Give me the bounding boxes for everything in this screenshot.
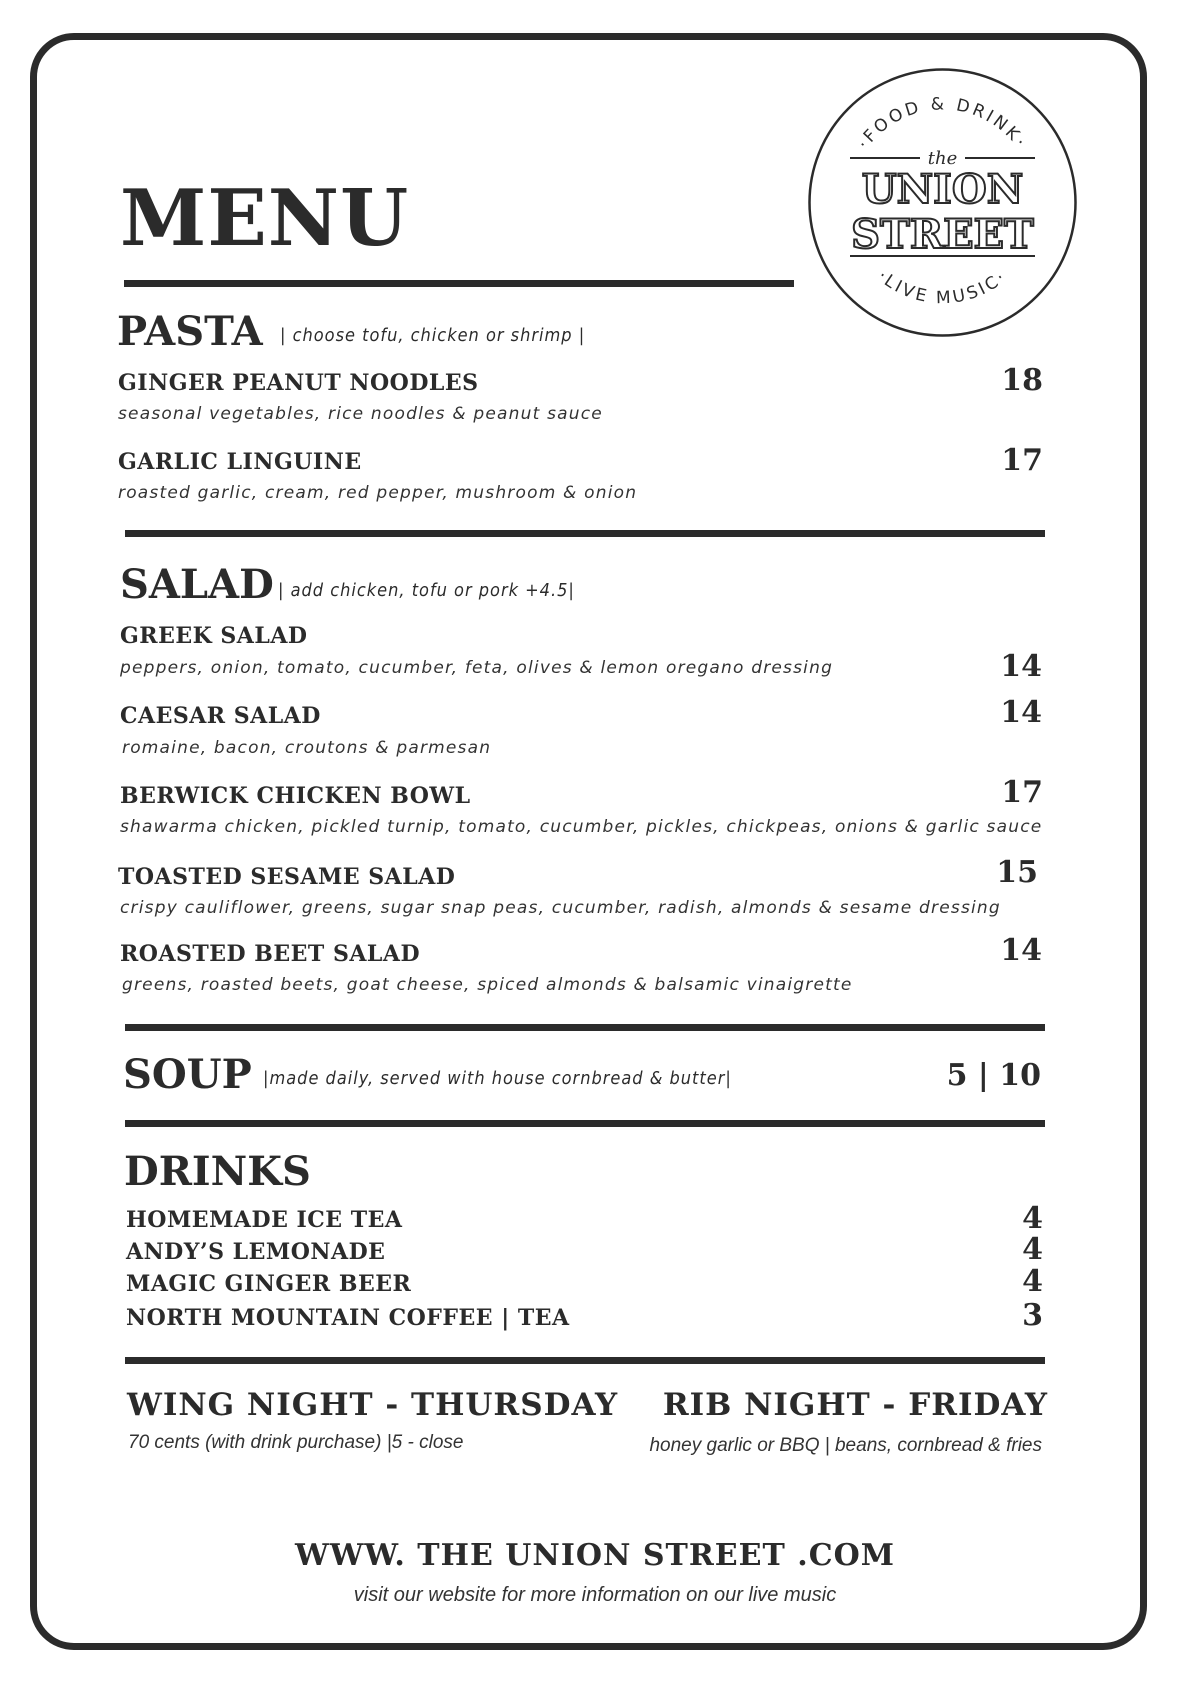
website-url: WWW. THE UNION STREET .COM — [295, 1538, 895, 1573]
drink-item-name: NORTH MOUNTAIN COFFEE | TEA — [126, 1305, 570, 1331]
rib-night-desc: honey garlic or BBQ | beans, cornbread & fries — [649, 1435, 1042, 1456]
salad-note: | add chicken, tofu or pork +4.5| — [278, 580, 575, 601]
menu-title: MENU — [120, 173, 410, 264]
section-heading-pasta: PASTA — [117, 308, 263, 355]
pasta-item-price: 17 — [1001, 443, 1043, 478]
soup-price: 5 | 10 — [946, 1058, 1041, 1093]
section-divider — [125, 1357, 1045, 1364]
section-divider — [125, 530, 1045, 537]
salad-item-desc: crispy cauliflower, greens, sugar snap peas, cucumber, radish, almonds & sesame dressing — [120, 898, 1001, 918]
salad-item-name: CAESAR SALAD — [120, 703, 321, 729]
drink-item-price: 4 — [1022, 1264, 1043, 1299]
section-divider — [125, 1120, 1045, 1127]
drink-item-price: 4 — [1022, 1201, 1043, 1236]
logo-line2: STREET — [851, 211, 1034, 258]
pasta-item-desc: roasted garlic, cream, red pepper, mushroom & onion — [118, 483, 638, 503]
drink-item-price: 3 — [1022, 1298, 1043, 1333]
wing-night-title: WING NIGHT - THURSDAY — [127, 1387, 619, 1423]
salad-item-desc: greens, roasted beets, goat cheese, spiced almonds & balsamic vinaigrette — [122, 975, 853, 995]
pasta-note: | choose tofu, chicken or shrimp | — [280, 325, 586, 346]
wing-night-desc: 70 cents (with drink purchase) |5 - close — [128, 1432, 464, 1453]
drink-item-name: MAGIC GINGER BEER — [126, 1271, 412, 1297]
logo-small-text: the — [927, 148, 958, 169]
salad-item-price: 14 — [1000, 695, 1042, 730]
section-heading-soup: SOUP — [123, 1051, 252, 1098]
salad-item-desc: romaine, bacon, croutons & parmesan — [122, 738, 492, 758]
salad-item-name: BERWICK CHICKEN BOWL — [120, 783, 471, 809]
salad-item-desc: shawarma chicken, pickled turnip, tomato, cucumber, pickles, chickpeas, onions & garlic sauce — [120, 817, 1043, 837]
salad-item-desc: peppers, onion, tomato, cucumber, feta, olives & lemon oregano dressing — [120, 658, 834, 678]
website-note: visit our website for more information on our live music — [353, 1584, 837, 1606]
svg-text:·FOOD & DRINK· — [854, 94, 1032, 153]
salad-item-price: 14 — [1000, 933, 1042, 968]
salad-item-price: 14 — [1000, 649, 1042, 684]
soup-note: |made daily, served with house cornbread & butter| — [263, 1068, 732, 1089]
salad-item-name: GREEK SALAD — [120, 623, 308, 649]
pasta-item-price: 18 — [1001, 363, 1043, 398]
drink-item-price: 4 — [1022, 1232, 1043, 1267]
section-divider — [125, 1024, 1045, 1031]
pasta-item-name: GINGER PEANUT NOODLES — [118, 370, 479, 396]
salad-item-price: 17 — [1001, 775, 1043, 810]
drink-item-name: HOMEMADE ICE TEA — [126, 1207, 403, 1233]
salad-item-name: TOASTED SESAME SALAD — [118, 864, 456, 890]
pasta-item-desc: seasonal vegetables, rice noodles & peanut sauce — [118, 404, 603, 424]
rib-night-title: RIB NIGHT - FRIDAY — [662, 1387, 1048, 1423]
section-heading-salad: SALAD — [120, 561, 274, 608]
section-heading-drinks: DRINKS — [124, 1148, 311, 1195]
union-street-logo — [805, 65, 1080, 340]
logo-top-text: ·FOOD & DRINK· — [853, 94, 1032, 154]
logo-bottom-text: ·LIVE MUSIC· — [873, 266, 1012, 309]
drink-item-name: ANDY’S LEMONADE — [126, 1239, 386, 1265]
pasta-item-name: GARLIC LINGUINE — [118, 449, 362, 475]
logo-line1: UNION — [861, 166, 1024, 213]
salad-item-name: ROASTED BEET SALAD — [120, 941, 421, 967]
title-underline — [124, 280, 794, 287]
svg-text:·LIVE MUSIC· — [874, 266, 1012, 308]
salad-item-price: 15 — [996, 855, 1038, 890]
